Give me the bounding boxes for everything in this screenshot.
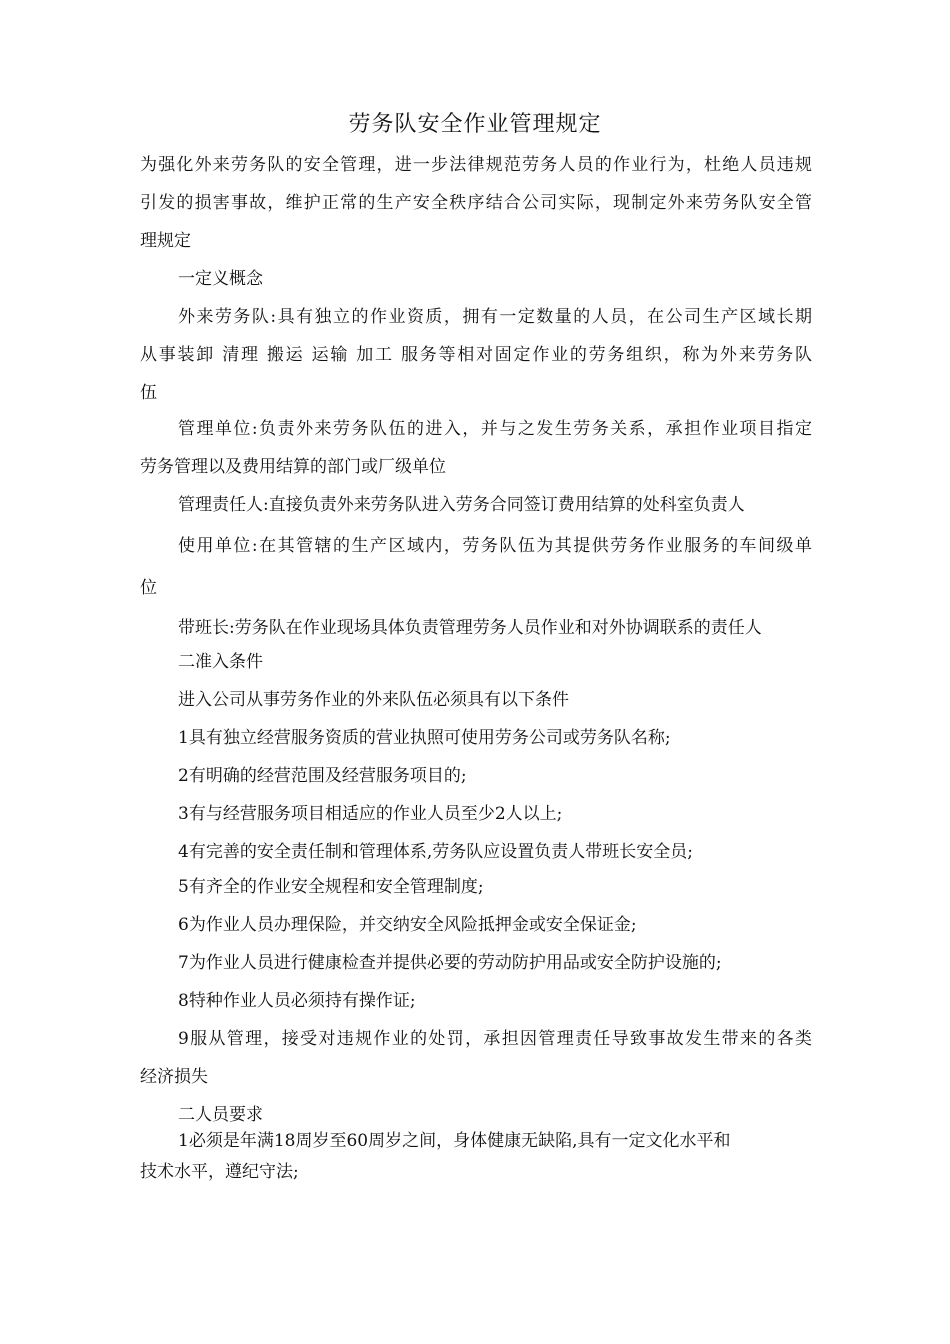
section-heading-entry-conditions: 二准入条件	[178, 652, 263, 672]
section-heading-personnel: 二人员要求	[178, 1105, 263, 1125]
entry-condition-item: 2有明确的经营范围及经营服务项目的;	[178, 766, 467, 786]
entry-condition-item-9-line-2: 经济损失	[140, 1067, 208, 1087]
definition-user-unit-line-1: 使用单位:在其管辖的生产区域内，劳务队伍为其提供劳务作业服务的车间级单	[178, 536, 812, 556]
intro-line-3: 理规定	[140, 231, 191, 251]
definition-mgmt-unit-line-2: 劳务管理以及费用结算的部门或厂级单位	[140, 457, 446, 477]
intro-line-2: 引发的损害事故，维护正常的生产安全秩序结合公司实际，现制定外来劳务队安全管	[140, 193, 812, 213]
definition-mgmt-unit-line-1: 管理单位:负责外来劳务队伍的进入，并与之发生劳务关系，承担作业项目指定	[178, 419, 812, 439]
entry-condition-item: 7为作业人员进行健康检查并提供必要的劳动防护用品或安全防护设施的;	[178, 953, 722, 973]
entry-condition-item: 4有完善的安全责任制和管理体系,劳务队应设置负责人带班长安全员;	[178, 842, 693, 862]
definition-mgmt-person: 管理责任人:直接负责外来劳务队进入劳务合同签订费用结算的处科室负责人	[178, 495, 745, 515]
intro-line-1: 为强化外来劳务队的安全管理，进一步法律规范劳务人员的作业行为，杜绝人员违规	[140, 155, 812, 175]
entry-condition-item: 3有与经营服务项目相适应的作业人员至少2人以上;	[178, 804, 563, 824]
definition-user-unit-line-2: 位	[140, 578, 157, 598]
definition-labor-team-line-3: 伍	[140, 383, 157, 403]
entry-condition-item: 1具有独立经营服务资质的营业执照可使用劳务公司或劳务队名称;	[178, 728, 671, 748]
document-title: 劳务队安全作业管理规定	[348, 112, 602, 137]
entry-condition-item: 8特种作业人员必须持有操作证;	[178, 991, 416, 1011]
personnel-item-1-line-1: 1必须是年满18周岁至60周岁之间，身体健康无缺陷,具有一定文化水平和	[178, 1131, 731, 1151]
definition-labor-team-line-2: 从事装卸 清理 搬运 运输 加工 服务等相对固定作业的劳务组织，称为外来劳务队	[140, 345, 812, 365]
section-heading-definitions: 一定义概念	[178, 269, 263, 289]
entry-condition-item: 5有齐全的作业安全规程和安全管理制度;	[178, 877, 484, 897]
entry-condition-item: 6为作业人员办理保险，并交纳安全风险抵押金或安全保证金;	[178, 915, 637, 935]
definition-team-leader: 带班长:劳务队在作业现场具体负责管理劳务人员作业和对外协调联系的责任人	[178, 618, 762, 638]
definition-labor-team-line-1: 外来劳务队:具有独立的作业资质，拥有一定数量的人员，在公司生产区域长期	[178, 307, 812, 327]
personnel-item-1-line-2: 技术水平，遵纪守法;	[140, 1162, 299, 1182]
entry-condition-item-9-line-1: 9服从管理，接受对违规作业的处罚，承担因管理责任导致事故发生带来的各类	[178, 1029, 812, 1049]
entry-conditions-lead: 进入公司从事劳务作业的外来队伍必须具有以下条件	[178, 690, 569, 710]
